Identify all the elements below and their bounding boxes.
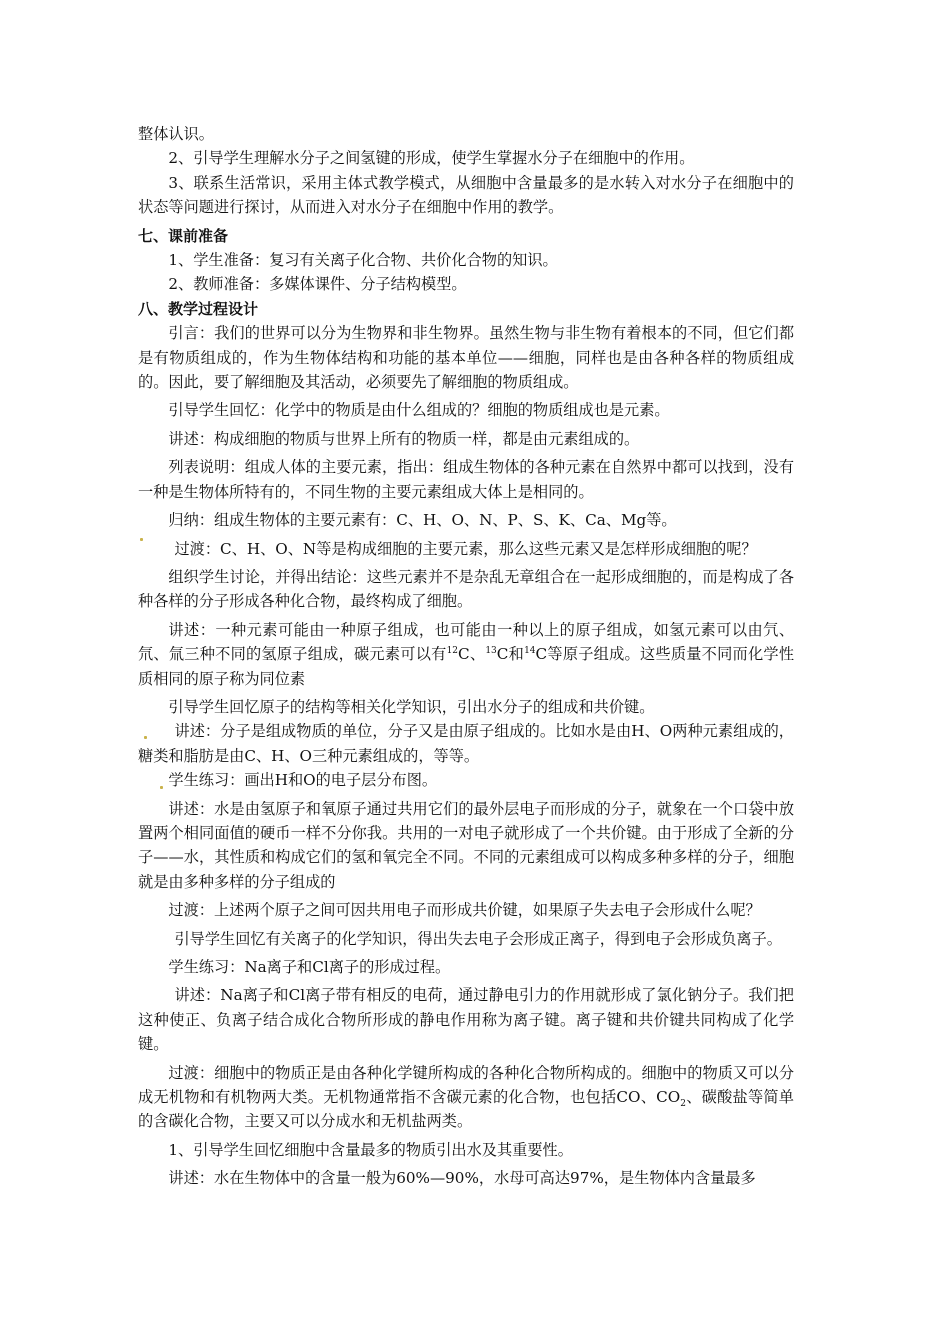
superscript: 14 <box>524 646 536 657</box>
stray-mark <box>144 736 147 739</box>
paragraph-water: 讲述：水是由氢原子和氧原子通过共用它们的最外层电子而形成的分子，就象在一个口袋中放置两个相同面值的硬币一样不分你我。共用的一对电子就形成了一个共价键。由于形成了全新的分子——水，其性质和构成它们的氢和氧完全不同。不同的元素组成可以构成多种多样的分子，细胞就是由多种多样的分子组成的 <box>138 799 794 891</box>
paragraph-recall: 引导学生回忆：化学中的物质是由什么组成的？细胞的物质组成也是元素。 <box>168 401 670 420</box>
stray-mark <box>160 786 163 789</box>
superscript: 13 <box>485 646 497 657</box>
text-run: C、 <box>458 645 486 664</box>
text-run: C和 <box>496 645 525 664</box>
paragraph-exercise-1: 学生练习：画出H和O的电子层分布图。 <box>168 771 438 790</box>
prep-item-2: 2、教师准备：多媒体课件、分子结构模型。 <box>168 275 467 294</box>
paragraph-exercise-2: 学生练习：Na离子和Cl离子的形成过程。 <box>168 958 451 976</box>
paragraph-transition-1: 过渡：C、H、O、N等是构成细胞的主要元素，那么这些元素又是怎样形成细胞的呢？ <box>174 539 757 558</box>
stray-mark <box>140 538 143 541</box>
section-heading-8: 八、教学过程设计 <box>138 299 259 318</box>
paragraph-summary: 归纳：组成生物体的主要元素有：C、H、O、N、P、S、K、Ca、Mg等。 <box>168 511 677 530</box>
paragraph-table: 列表说明：组成人体的主要元素，指出：组成生物体的各种元素在自然界中都可以找到，没有一种是生物体所特有的，不同生物的主要元素组成大体上是相同的。 <box>138 458 794 501</box>
objective-3: 3、联系生活常识，采用主体式教学模式，从细胞中含量最多的是水转入对水分子在细胞中的状态等问题进行探讨，从而进入对水分子在细胞中作用的教学。 <box>138 173 794 217</box>
paragraph-molecule: 讲述：分子是组成物质的单位，分子又是由原子组成的。比如水是由H、O两种元素组成的，糖类和脂肪是由C、H、O三种元素组成的，等等。 <box>138 722 794 765</box>
paragraph-intro: 引言：我们的世界可以分为生物界和非生物界。虽然生物与非生物有着根本的不同，但它们都是有物质组成的，作为生物体结构和功能的基本单位——细胞，同样也是由各种各样的物质组成的。因此，要了解细胞及其活动，必须要先了解细胞的物质组成。 <box>138 324 794 392</box>
section-heading-7: 七、课前准备 <box>138 226 229 245</box>
paragraph-transition-2: 过渡：上述两个原子之间可因共用电子而形成共价键，如果原子失去电子会形成什么呢？ <box>168 901 761 920</box>
text-line: 整体认识。 <box>138 125 214 143</box>
text-run: 讲述：一种元素可能由一种原子组成，也可能由一种以上的原子组成，如氢元素可以由氕、氘、氚三种不同的氢原子组成，碳元素可以有 <box>138 620 794 664</box>
superscript: 12 <box>446 646 459 657</box>
paragraph-discussion: 组织学生讨论，并得出结论：这些元素并不是杂乱无章组合在一起形成细胞的，而是构成了各种各样的分子形成各种化合物，最终构成了细胞。 <box>138 567 794 611</box>
paragraph-isotopes <box>138 618 794 691</box>
paragraph-water-recall: 1、引导学生回忆细胞中含量最多的物质引出水及其重要性。 <box>168 1140 573 1159</box>
objective-2: 2、引导学生理解水分子之间氢键的形成，使学生掌握水分子在细胞中的作用。 <box>168 149 695 168</box>
prep-item-1: 1、学生准备：复习有关离子化合物、共价化合物的知识。 <box>168 251 558 270</box>
paragraph-compounds <box>138 1061 794 1134</box>
paragraph-covalent: 引导学生回忆原子的结构等相关化学知识，引出水分子的组成和共价键。 <box>168 697 655 716</box>
text-run: 、碳酸盐等简单的含碳化合物，主要又可以分成水和无机盐两类。 <box>138 1088 794 1131</box>
paragraph-ions: 引导学生回忆有关离子的化学知识，得出失去电子会形成正离子，得到电子会形成负离子。 <box>174 929 782 948</box>
subscript: 2 <box>680 1099 686 1110</box>
paragraph-ionic-bond: 讲述：Na离子和Cl离子带有相反的电荷，通过静电引力的作用就形成了氯化钠分子。我们把这种使正、负离子结合成化合物所形成的静电作用称为离子键。离子键和共价键共同构成了化学键。 <box>138 986 794 1054</box>
document-page <box>138 122 794 1191</box>
paragraph-water-content: 讲述：水在生物体中的含量一般为60%—90%，水母可高达97%，是生物体内含量最多 <box>168 1169 756 1188</box>
text-run: 过渡：细胞中的物质正是由各种化学键所构成的各种化合物所构成的。细胞中的物质又可以分成无机物和有机物两大类。无机物通常指不含碳元素的化合物，也包括CO、CO <box>138 1063 794 1107</box>
text-run: C等原子组成。这些质量不同而化学性质相同的原子称为同位素 <box>138 645 795 688</box>
paragraph-lecture-1: 讲述：构成细胞的物质与世界上所有的物质一样，都是由元素组成的。 <box>168 429 640 448</box>
